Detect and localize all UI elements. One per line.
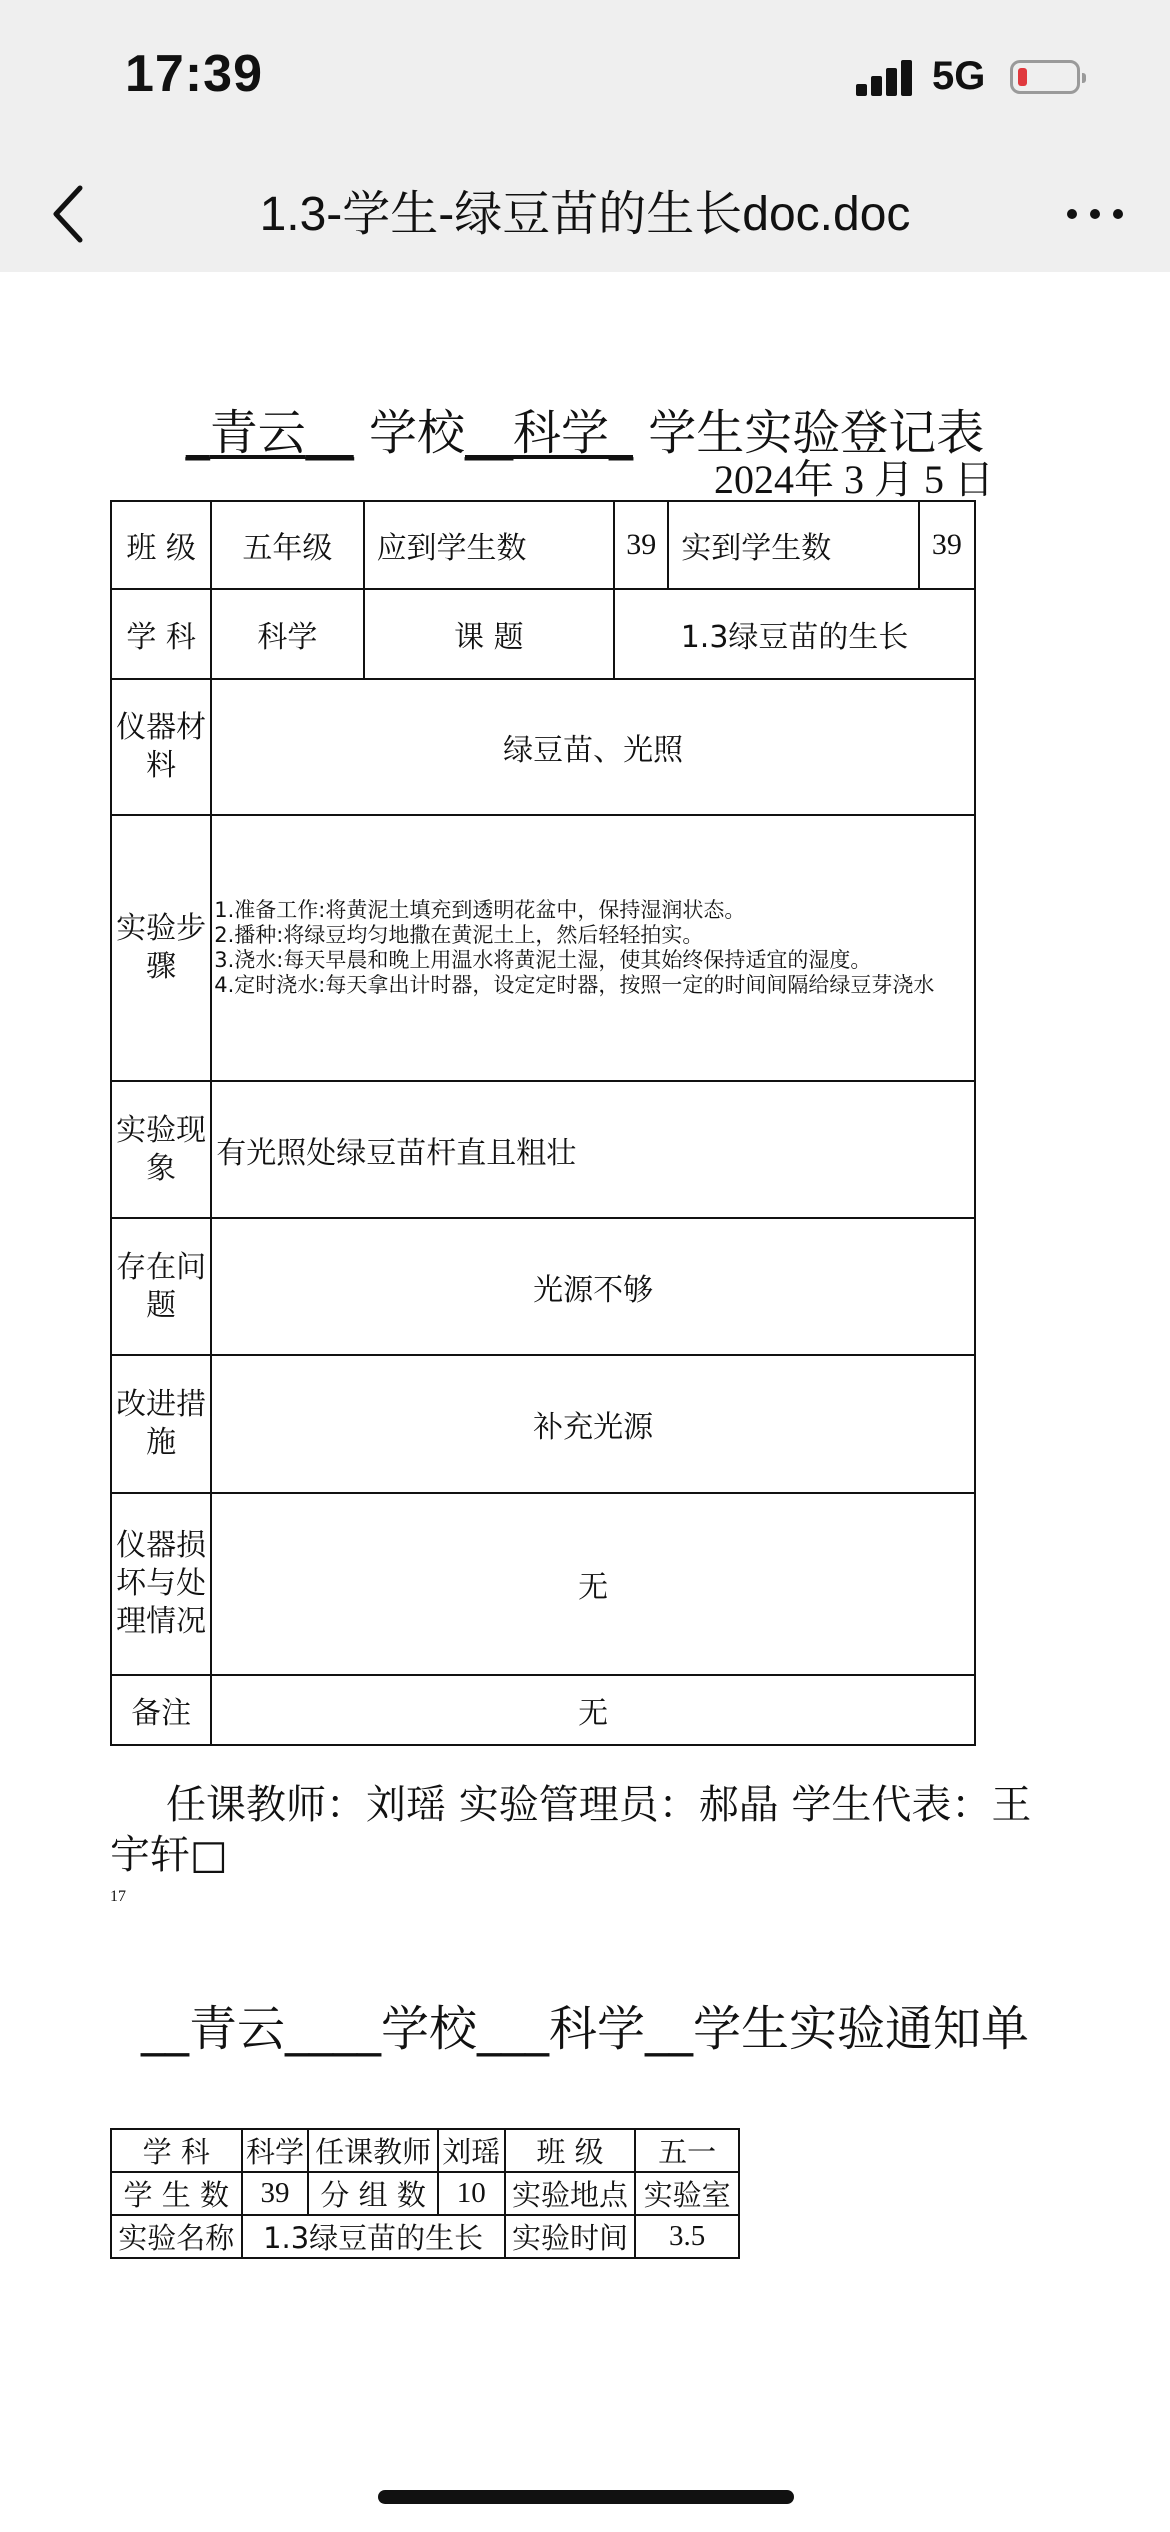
problem-value: 光源不够 xyxy=(211,1218,975,1355)
expected-students-label: 应到学生数 xyxy=(364,501,615,589)
page-number: 17 xyxy=(110,1888,126,1905)
topic-label: 课 题 xyxy=(364,589,615,679)
home-indicator[interactable] xyxy=(378,2490,794,2504)
notice-groups-label: 分 组 数 xyxy=(308,2172,438,2215)
chevron-left-icon[interactable] xyxy=(44,170,104,250)
notice-students-label: 学 生 数 xyxy=(111,2172,242,2215)
damage-label: 仪器损坏与处理情况 xyxy=(111,1493,211,1675)
status-time: 17:39 xyxy=(125,45,263,103)
notice-class-value: 五一 xyxy=(635,2129,739,2172)
damage-value: 无 xyxy=(211,1493,975,1675)
actual-students-label: 实到学生数 xyxy=(668,501,919,589)
form-date: 2024年 3 月 5 日 xyxy=(714,457,994,502)
class-value: 五年级 xyxy=(211,501,363,589)
notice-place-value: 实验室 xyxy=(635,2172,739,2215)
signature-line xyxy=(110,1780,1060,1880)
steps-cell xyxy=(211,815,975,1081)
notice-place-label: 实验地点 xyxy=(505,2172,636,2215)
notice-name-label: 实验名称 xyxy=(111,2215,242,2258)
battery-icon xyxy=(1010,60,1080,94)
notice-time-value: 3.5 xyxy=(635,2215,739,2258)
notice-name-value: 1.3绿豆苗的生长 xyxy=(242,2215,505,2258)
heading-school-label: 学校 xyxy=(368,405,465,461)
notice-teacher-value: 刘瑶 xyxy=(438,2129,505,2172)
navigation-bar xyxy=(0,150,1170,272)
document-title: 1.3-学生-绿豆苗的生长doc.doc xyxy=(259,188,911,241)
status-bar xyxy=(0,0,1170,150)
improvement-label: 改进措施 xyxy=(111,1355,211,1493)
form-heading xyxy=(0,394,1170,463)
heading-blank: _ xyxy=(609,405,634,461)
class-label: 班 级 xyxy=(111,501,211,589)
subject-value: 科学 xyxy=(211,589,363,679)
phenomenon-label: 实验现象 xyxy=(111,1081,211,1218)
step-item: 2.播种:将绿豆均匀地撒在黄泥土上，然后轻轻拍实。 xyxy=(214,923,704,947)
ellipsis-icon[interactable] xyxy=(1060,170,1130,250)
notice-time-label: 实验时间 xyxy=(505,2215,636,2258)
heading-blank: __ xyxy=(305,405,354,461)
heading-blank: __ xyxy=(465,405,513,461)
heading-suffix: 学生实验登记表 xyxy=(648,405,985,461)
step-item: 1.准备工作:将黄泥土填充到透明花盆中，保持湿润状态。 xyxy=(214,898,746,922)
topic-value: 1.3绿豆苗的生长 xyxy=(614,589,975,679)
improvement-value: 补充光源 xyxy=(211,1355,975,1493)
notice-subject-value: 科学 xyxy=(242,2129,309,2172)
problem-label: 存在问题 xyxy=(111,1218,211,1355)
step-item: 4.定时浇水:每天拿出计时器，设定定时器，按照一定的时间间隔给绿豆芽浇水 xyxy=(214,973,935,997)
materials-label: 仪器材料 xyxy=(111,679,211,815)
cellular-signal-icon xyxy=(856,58,916,96)
expected-students-value: 39 xyxy=(614,501,668,589)
notice-teacher-label: 任课教师 xyxy=(308,2129,438,2172)
heading-blank: _ xyxy=(185,405,210,461)
notice-subject-label: 学 科 xyxy=(111,2129,242,2172)
subject-label: 学 科 xyxy=(111,589,211,679)
actual-students-value: 39 xyxy=(919,501,975,589)
notice-groups-value: 10 xyxy=(438,2172,505,2215)
notice-table xyxy=(110,2128,740,2259)
materials-value: 绿豆苗、光照 xyxy=(211,679,975,815)
notice-class-label: 班 级 xyxy=(505,2129,636,2172)
steps-label: 实验步骤 xyxy=(111,815,211,1081)
notes-value: 无 xyxy=(211,1675,975,1745)
notes-label: 备注 xyxy=(111,1675,211,1745)
registration-table xyxy=(110,500,976,1746)
step-item: 3.浇水:每天早晨和晚上用温水将黄泥土湿，使其始终保持适宜的湿度。 xyxy=(214,948,872,972)
heading-school: 青云 xyxy=(209,405,306,461)
heading-subject: 科学 xyxy=(513,405,610,461)
notice-students-value: 39 xyxy=(242,2172,309,2215)
signature-text: 任课教师：刘瑶 实验管理员：郝晶 学生代表：王宇轩□ xyxy=(110,1782,1032,1878)
phenomenon-value: 有光照处绿豆苗杆直且粗壮 xyxy=(211,1081,975,1218)
network-type: 5G xyxy=(932,54,986,98)
notice-heading: __青云____学校___科学__学生实验通知单 xyxy=(140,2001,1029,2057)
